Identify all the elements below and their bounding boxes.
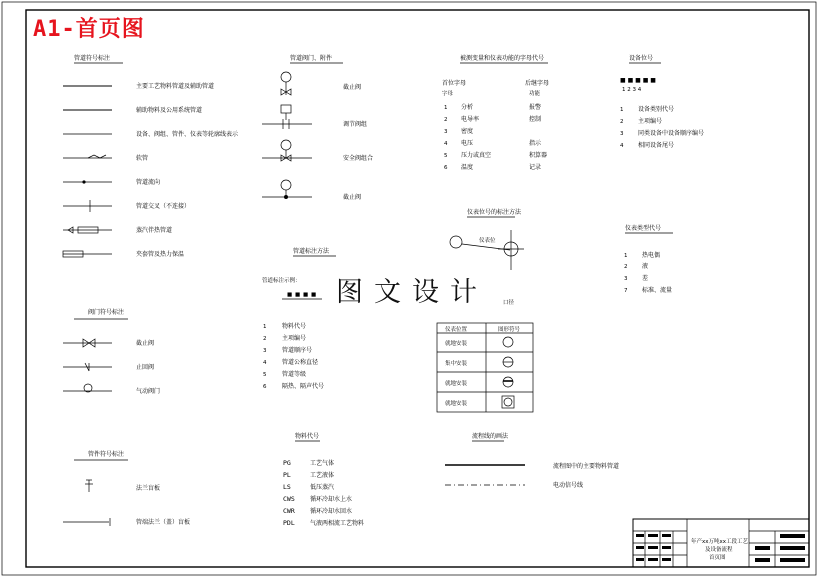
line-style-label: 流程图中的主要物料管道 xyxy=(553,463,620,470)
jacket-pipe-symbol xyxy=(63,251,112,257)
install-row-label: 就地安装 xyxy=(445,341,468,347)
valve-symbol-label: 止回阀 xyxy=(136,364,155,371)
title-block xyxy=(633,519,809,567)
install-table xyxy=(437,323,533,412)
instrument-tag-symbol xyxy=(450,230,524,270)
install-row-label: 集中安装 xyxy=(445,361,468,367)
fittings-heading: 管件符号标注 xyxy=(88,451,125,458)
material-heading: 物料代号 xyxy=(295,433,320,440)
globe-valve-symbol-2 xyxy=(262,180,312,199)
equipment-row2: 1 2 3 4 xyxy=(622,87,642,93)
codes-col-header: 首位字母 xyxy=(442,80,467,87)
pipe-symbol-label: 辅助物料及公用系统管道 xyxy=(136,107,203,114)
pipe-marking-label: 物料代号 xyxy=(282,323,307,330)
code-num: 2 xyxy=(444,117,448,123)
pipe-symbol-label: 主要工艺物料管道及辅助管道 xyxy=(136,83,215,90)
gate-valve-symbol xyxy=(63,339,112,347)
codes-sub-header: 字母 xyxy=(442,91,454,97)
install-row-label: 就地安装 xyxy=(445,381,468,387)
pipe-marking-code xyxy=(282,292,322,299)
pipe-symbol-label: 蒸汽伴热管道 xyxy=(136,227,173,234)
instrument-type-heading: 仪表类型代号 xyxy=(625,225,662,232)
code-second: 报警 xyxy=(529,104,542,111)
install-header: 仪表位置 xyxy=(445,327,468,333)
code-first: 温度 xyxy=(461,164,474,171)
valve-label: 截止阀 xyxy=(343,194,362,201)
valve-symbols-heading: 阀门符号标注 xyxy=(88,309,125,316)
material-code: CWS xyxy=(283,495,295,503)
equipment-num: 1 xyxy=(620,107,624,113)
material-code: LS xyxy=(283,483,291,491)
code-num: 6 xyxy=(444,165,448,171)
code-num: 1 xyxy=(444,105,448,111)
pipe-marking-num: 6 xyxy=(263,384,267,390)
code-char: ■ xyxy=(295,292,301,298)
title-company: 年产xx万吨xx工段工艺 xyxy=(691,539,749,545)
title-line3: 首页图 xyxy=(709,555,726,561)
material-label: 低压蒸汽 xyxy=(310,484,335,491)
equipment-label: 设备类别代号 xyxy=(638,106,675,113)
pipe-marking-num: 2 xyxy=(263,336,267,342)
pipe-marking-label: 管道顺序号 xyxy=(282,347,313,354)
codes-heading: 被测变量和仪表功能的字母代号 xyxy=(460,55,545,62)
fitting-label: 法兰盲板 xyxy=(136,485,161,492)
pipe-marking-label: 管道公称直径 xyxy=(282,359,319,366)
line-style-label: 电动信号线 xyxy=(553,482,584,489)
blind-flange-symbol xyxy=(85,480,93,492)
material-label: 循环冷却水回水 xyxy=(310,508,353,515)
code-first: 密度 xyxy=(461,128,474,135)
equipment-num: 2 xyxy=(620,119,624,125)
outer-border xyxy=(2,2,816,575)
code-num: 3 xyxy=(444,129,448,135)
code-num: 5 xyxy=(444,153,448,159)
steam-trace-symbol xyxy=(63,227,112,233)
pipe-symbol-label: 管道流向 xyxy=(136,179,161,186)
material-label: 工艺气体 xyxy=(310,460,335,467)
code-char: ■ xyxy=(287,292,293,298)
valve-label: 安全阀组合 xyxy=(343,155,374,162)
equipment-num: 4 xyxy=(620,143,624,149)
codes-col-header: 后继字母 xyxy=(525,80,550,87)
instrument-tag-heading: 仪表位号的标注方法 xyxy=(467,209,522,216)
inner-border xyxy=(26,10,809,567)
pipe-marking-example: 管道标注示例： xyxy=(262,278,301,284)
flow-arrow-symbol xyxy=(63,180,112,183)
code-first: 电导率 xyxy=(461,116,480,123)
pipe-symbols-heading: 管道符号标注 xyxy=(74,55,111,62)
pipe-symbol-label: 软管 xyxy=(136,155,149,162)
material-label: 气液两相流工艺物料 xyxy=(310,520,365,527)
install-field-icon xyxy=(503,337,513,347)
equipment-label: 相同设备尾号 xyxy=(638,142,675,149)
pneumatic-valve-symbol xyxy=(63,384,112,392)
pipe-marking-label: 主项编号 xyxy=(282,335,307,342)
valve-label: 截止阀 xyxy=(343,84,362,91)
valve-symbol-label: 截止阀 xyxy=(136,340,155,347)
instrument-type-label: 液 xyxy=(642,263,649,270)
pipe-symbol-label: 夹套管及热力保温 xyxy=(136,251,185,258)
pipe-marking-heading: 管道标注方法 xyxy=(293,248,330,255)
pipe-marking-num: 1 xyxy=(263,324,267,330)
material-label: 工艺液体 xyxy=(310,472,335,479)
code-second: 积算器 xyxy=(529,152,548,159)
instrument-type-num: 3 xyxy=(624,276,628,282)
pipe-marking-num: 4 xyxy=(263,360,267,366)
end-blind-symbol xyxy=(63,518,110,526)
pipe-symbol-label: 管道交叉（不连接） xyxy=(136,203,191,210)
code-second: 控制 xyxy=(529,116,542,123)
valves-heading: 管道阀门、附件 xyxy=(290,55,333,62)
instrument-type-label: 热电偶 xyxy=(642,252,661,259)
code-first: 电压 xyxy=(461,140,474,147)
instrument-type-num: 2 xyxy=(624,264,628,270)
caption-pipe: 口径 xyxy=(503,300,515,306)
equipment-num: 3 xyxy=(620,131,624,137)
check-valve-symbol xyxy=(63,363,112,371)
instrument-type-label: 差 xyxy=(642,275,649,282)
instrument-type-num: 7 xyxy=(624,288,628,294)
equipment-label: 同类设备中设备顺序编号 xyxy=(638,130,705,137)
pipe-symbol-label: 设备、阀组、管件、仪表等轮廓线表示 xyxy=(136,131,239,138)
instrument-type-label: 标准、流量 xyxy=(642,287,673,294)
pipe-marking-num: 5 xyxy=(263,372,267,378)
watermark: 图文设计 xyxy=(336,277,488,308)
fitting-label: 管端法兰（盖）盲板 xyxy=(136,519,191,526)
hose-symbol xyxy=(63,155,112,158)
code-second: 指示 xyxy=(529,140,542,147)
line-style-heading: 流程线的画法 xyxy=(472,433,509,440)
code-first: 分析 xyxy=(461,104,474,111)
codes-rows xyxy=(444,103,547,171)
equipment-heading: 设备位号 xyxy=(629,55,654,62)
codes-sub-header-right: 功能 xyxy=(529,91,541,97)
valve-label: 调节阀组 xyxy=(343,121,368,128)
pipe-marking-num: 3 xyxy=(263,348,267,354)
instrument-tag-pipe-label: 仪表位 xyxy=(479,238,496,244)
code-char: ■ xyxy=(311,292,317,298)
code-second: 记录 xyxy=(529,164,542,171)
install-header: 图形符号 xyxy=(498,327,521,333)
valve-symbol-label: 气动阀门 xyxy=(136,388,161,395)
page-title: A1-首页图 xyxy=(33,17,145,42)
globe-valve-symbol xyxy=(281,72,291,95)
install-rear-icon xyxy=(503,377,513,387)
control-valve-symbol xyxy=(262,105,312,129)
instrument-type-num: 1 xyxy=(624,253,628,259)
material-code: PG xyxy=(283,459,291,467)
pipe-marking-label: 管道等级 xyxy=(282,371,307,378)
crossing-symbol xyxy=(63,200,112,212)
code-num: 4 xyxy=(444,141,448,147)
install-row-label: 就地安装 xyxy=(445,401,468,407)
equipment-row1: ■ ■ ■ ■ ■ xyxy=(620,77,656,84)
material-code: PDL xyxy=(283,519,295,527)
material-code: CWR xyxy=(283,507,295,515)
material-code: PL xyxy=(283,471,291,479)
material-label: 循环冷却水上水 xyxy=(310,496,353,503)
pipe-marking-label: 隔热、隔声代号 xyxy=(282,383,325,390)
code-char: ■ xyxy=(303,292,309,298)
safety-valve-symbol xyxy=(262,140,312,161)
title-line2: 及设备流程 xyxy=(705,547,733,553)
equipment-label: 主项编号 xyxy=(638,118,663,125)
code-first: 压力或真空 xyxy=(461,152,492,159)
